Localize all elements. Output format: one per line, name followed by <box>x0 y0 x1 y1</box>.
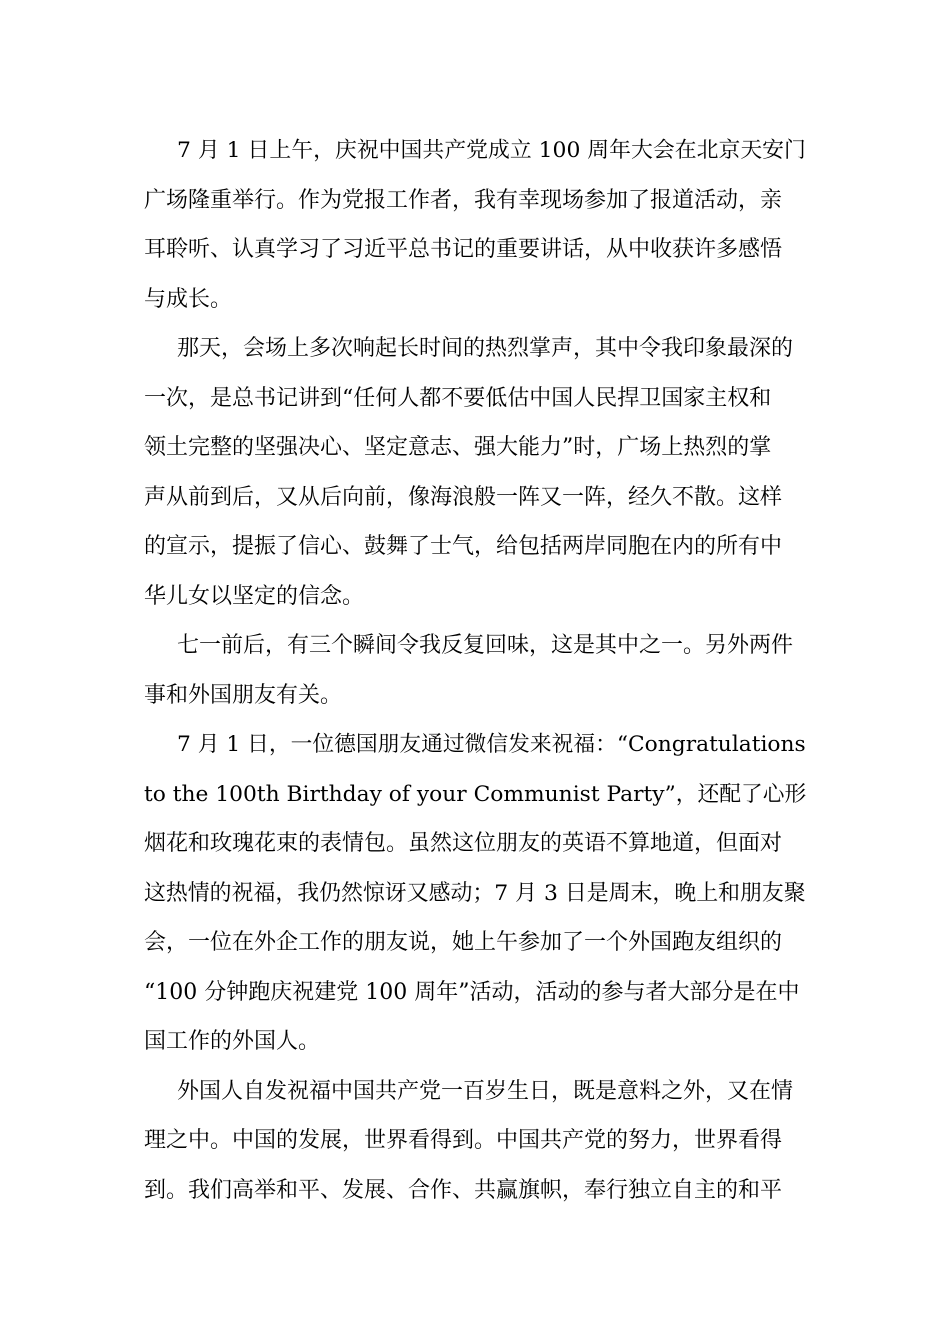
text-line: 理之中。中国的发展，世界看得到。中国共产党的努力，世界看得 <box>144 1128 783 1153</box>
text-line: 华儿女以坚定的信念。 <box>144 583 365 609</box>
text-line: to the 100th Birthday of your Communist Party”，还配了心形 <box>144 781 807 807</box>
text-line: 一次，是总书记讲到“任何人都不要低估中国人民捍卫国家主权和 <box>144 385 772 411</box>
text-line: 烟花和玫瑰花束的表情包。虽然这位朋友的英语不算地道，但面对 <box>144 831 783 856</box>
text-line: 的宣示，提振了信心、鼓舞了士气，给包括两岸同胞在内的所有中 <box>144 534 783 559</box>
text-line: “100 分钟跑庆祝建党 100 周年”活动，活动的参与者大部分是在中 <box>144 979 800 1005</box>
text-line: 外国人自发祝福中国共产党一百岁生日，既是意料之外，又在情 <box>177 1078 794 1104</box>
text-line: 耳聆听、认真学习了习近平总书记的重要讲话，从中收获许多感悟 <box>144 237 783 262</box>
paragraph-3 <box>144 621 806 720</box>
text-line: 与成长。 <box>144 286 233 312</box>
text-line: 7 月 1 日上午，庆祝中国共产党成立 100 周年大会在北京天安门 <box>177 138 806 163</box>
paragraph-2 <box>144 324 806 621</box>
text-line: 国工作的外国人。 <box>144 1029 321 1054</box>
text-line: 广场隆重举行。作为党报工作者，我有幸现场参加了报道活动，亲 <box>144 187 783 213</box>
text-line: 七一前后，有三个瞬间令我反复回味，这是其中之一。另外两件 <box>177 633 794 658</box>
text-line: 这热情的祝福，我仍然惊讶又感动；7 月 3 日是周末，晚上和朋友聚 <box>144 880 806 906</box>
text-line: 7 月 1 日，一位德国朋友通过微信发来祝福：“Congratulations <box>177 732 806 757</box>
text-line: 声从前到后，又从后向前，像海浪般一阵又一阵，经久不散。这样 <box>144 484 783 510</box>
paragraph-4 <box>144 720 806 1067</box>
text-line: 那天，会场上多次响起长时间的热烈掌声，其中令我印象最深的 <box>177 336 794 361</box>
text-line: 事和外国朋友有关。 <box>144 682 343 708</box>
document-body <box>144 126 806 1215</box>
paragraph-1 <box>144 126 806 324</box>
text-line: 会，一位在外企工作的朋友说，她上午参加了一个外国跑友组织的 <box>144 930 783 955</box>
text-line: 到。我们高举和平、发展、合作、共赢旗帜，奉行独立自主的和平 <box>144 1177 783 1203</box>
text-line: 领土完整的坚强决心、坚定意志、强大能力”时，广场上热烈的掌 <box>144 435 772 460</box>
paragraph-5 <box>144 1067 806 1216</box>
